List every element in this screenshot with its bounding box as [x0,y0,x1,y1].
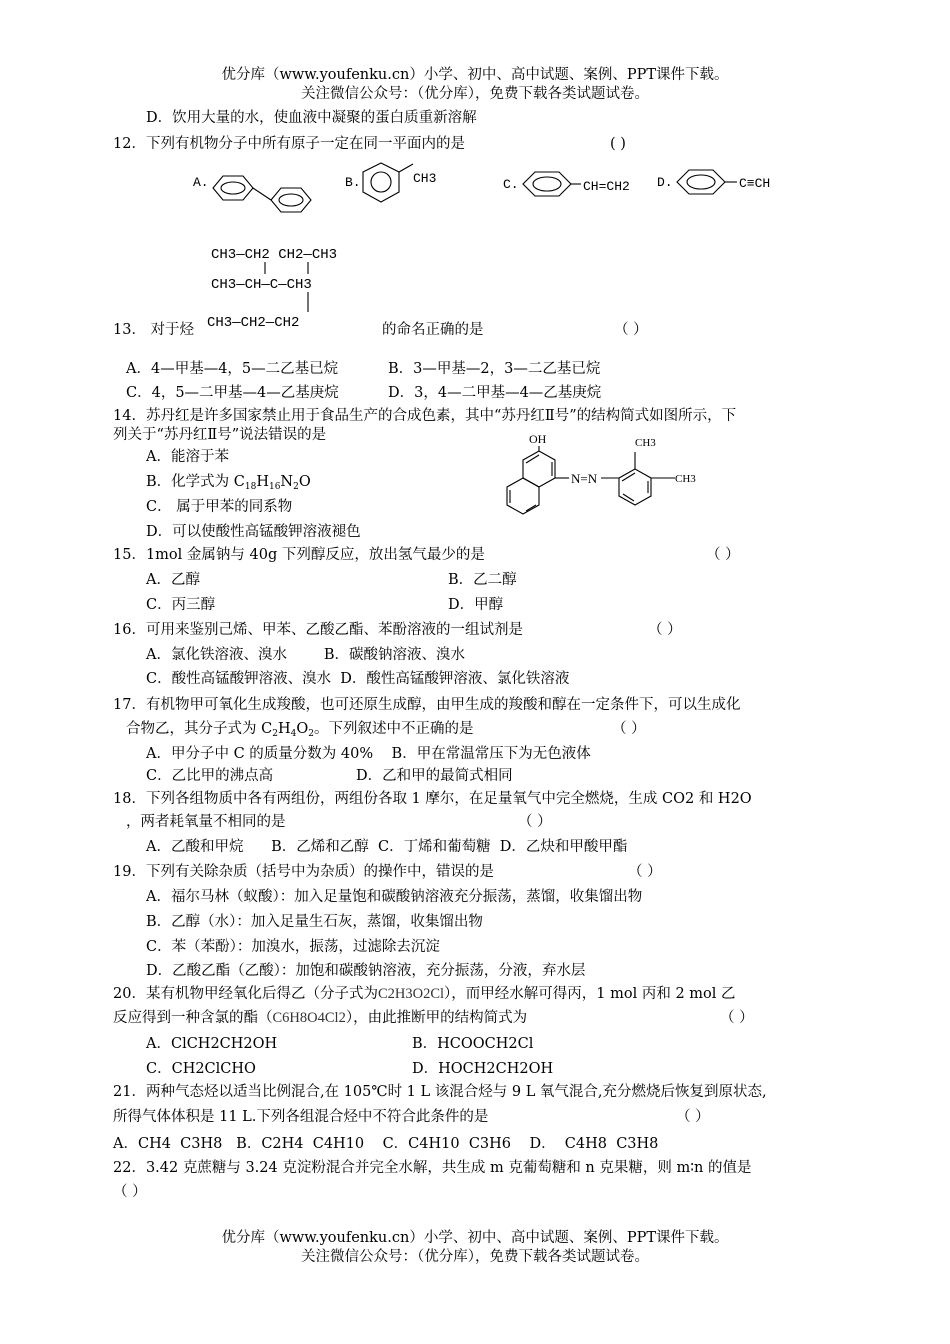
q18-stem-line2: ，两者耗氧量不相同的是 [126,814,286,830]
q21-options: A．CH4 C3H8 B．C2H4 C4H10 C．C4H10 C3H6 D． C4H8 C3H8 [113,1136,659,1152]
q21-answer-paren: （ ） [676,1109,710,1125]
q12-c-label: C. [503,177,519,192]
q20-answer-paren: （ ） [720,1010,754,1026]
q12-c-styrene [523,172,581,196]
q12-structures [185,160,805,220]
q14-stem-line1: 14．苏丹红是许多国家禁止用于食品生产的合成色素，其中“苏丹红Ⅱ号”的结构简式如图所示，下 [113,408,737,424]
q19-option-c: C．苯（苯酚）：加溴水，振荡，过滤除去沉淀 [146,939,440,955]
q17-stem-line1: 17．有机物甲可氧化生成羧酸，也可还原生成醇，由甲生成的羧酸和醇在一定条件下，可以生成化 [113,697,741,713]
q12-answer-paren: ( ) [610,136,626,152]
page-header-line2: 关注微信公众号：（优分库），免费下载各类试题试卷。 [301,86,649,102]
q14-oh: OH [529,432,547,446]
q13-option-b: B．3—甲基—2，3—二乙基已烷 [388,361,601,377]
q15-option-d: D．甲醇 [448,597,504,613]
q18-answer-paren: （ ） [518,814,552,830]
q14-option-b: B．化学式为 $C_{18}H_{16}N_2O$ [146,474,311,492]
q22-stem-line1: 22．3.42 克蔗糖与 3.24 克淀粉混合并完全水解，共生成 m 克葡萄糖和 n 克果糖，则 m∶n 的值是 [113,1160,752,1176]
q22-answer-paren: （ ） [113,1184,147,1200]
page-header-line1: 优分库（www.youfenku.cn）小学、初中、高中试题、案例、PPT课件下载。 [221,67,729,83]
page-footer-line2: 关注微信公众号：（优分库），免费下载各类试题试卷。 [301,1249,649,1265]
q19-answer-paren: （ ） [628,864,662,880]
q12-d-label: D. [657,175,673,190]
q14-xylene-ring [601,452,675,505]
q20-option-b: B．HCOOCH2Cl [412,1036,534,1052]
q13-row3: CH3—CH2—CH2 [207,315,300,331]
q20-stem-line2: 反应得到一种含氯的酯（C6H8O4Cl2），由此推断甲的结构简式为 [113,1010,528,1026]
q12-b-ch3: CH3 [413,171,437,186]
q12-stem: 12．下列有机物分子中所有原子一定在同一平面内的是 [113,136,465,152]
q14-stem-line2: 列关于“苏丹红Ⅱ号”说法错误的是 [113,427,327,443]
q20-option-c: C．CH2ClCHO [146,1061,256,1077]
q12-c-vinyl: CH=CH2 [583,179,630,194]
q19-option-b: B．乙醇（水）：加入足量生石灰，蒸馏，收集馏出物 [146,914,483,930]
q17-options-ab: A．甲分子中 C 的质量分数为 40% B．甲在常温常压下为无色液体 [146,746,591,762]
q17-answer-paren: （ ） [612,721,646,737]
q19-stem: 19．下列有关除杂质（括号中为杂质）的操作中，错误的是 [113,864,494,880]
q13-row2: CH3—CH—C—CH3 [211,277,312,293]
q15-option-b: B．乙二醇 [448,572,517,588]
q15-option-a: A．乙醇 [146,572,200,588]
q18-stem-line1: 18．下列各组物质中各有两组份，两组份各取 1 摩尔，在足量氧气中完全燃烧，生成 CO2 和 H2O [113,791,752,807]
q14-ch3-top: CH3 [635,437,656,449]
page-footer-line1: 优分库（www.youfenku.cn）小学、初中、高中试题、案例、PPT课件下载。 [221,1230,729,1246]
q16-options-ab: A．氯化铁溶液、溴水 B．碳酸钠溶液、溴水 [146,647,465,663]
q16-answer-paren: （ ） [648,622,682,638]
q20-option-a: A．ClCH2CH2OH [146,1036,278,1052]
q12-a-biphenyl [213,176,311,212]
q12-d-ethynyl: C≡CH [739,176,771,191]
q14-naphthalene [507,446,569,514]
q13-hydrocarbon-structure [205,238,385,334]
q11-option-d: D．饮用大量的水，使血液中凝聚的蛋白质重新溶解 [146,110,477,126]
q14-sudan-red-structure [495,430,755,538]
q15-option-c: C．丙三醇 [146,597,216,613]
q14-azo: N=N [571,471,598,486]
q19-option-a: A．福尔马林（蚁酸）：加入足量饱和碳酸钠溶液充分振荡，蒸馏，收集馏出物 [146,889,643,905]
q12-b-toluene [363,163,413,202]
q17-options-cd: C．乙比甲的沸点高 D．乙和甲的最简式相同 [146,768,513,784]
q13-option-d: D．3，4—二甲基—4—乙基庚烷 [388,385,602,401]
q12-b-label: B. [345,175,361,190]
q20-stem-line1: 20．某有机物甲经氧化后得乙（分子式为C2H3O2Cl），而甲经水解可得丙，1 mol 丙和 2 mol 乙 [113,986,736,1002]
q12-a-label: A. [193,175,209,190]
q20-formula-ester: C6H8O4Cl2 [272,1010,346,1026]
q13-answer-paren: （ ） [614,322,648,338]
q14-option-d: D．可以使酸性高锰酸钾溶液褪色 [146,524,361,540]
q15-answer-paren: （ ） [706,547,740,563]
q17-stem-line2: 合物乙，其分子式为 $C_2H_4O_2$。下列叙述中不正确的是 [126,721,474,739]
q14-ch3-right: CH3 [675,473,696,485]
q15-stem: 15．1mol 金属钠与 40g 下列醇反应，放出氢气最少的是 [113,547,485,563]
q21-stem-line2: 所得气体体积是 11 L.下列各组混合烃中不符合此条件的是 [113,1109,489,1125]
q13-stem-post: 的命名正确的是 [382,322,484,338]
q12-d-phenylacetylene [677,170,737,194]
q16-stem: 16．可用来鉴别己烯、甲苯、乙酸乙酯、苯酚溶液的一组试剂是 [113,622,523,638]
q14-option-c: C． 属于甲苯的同系物 [146,499,293,515]
q13-option-a: A．4—甲基—4，5—二乙基已烷 [126,361,339,377]
q16-options-cd: C．酸性高锰酸钾溶液、溴水 D．酸性高锰酸钾溶液、氯化铁溶液 [146,671,570,687]
q13-stem-pre: 13． 对于烃 [113,322,195,338]
q18-options: A．乙酸和甲烷 B．乙烯和乙醇 C．丁烯和葡萄糖 D．乙炔和甲酸甲酯 [146,839,628,855]
q14-option-a: A．能溶于苯 [146,449,229,465]
q13-option-c: C．4，5—二甲基—4—乙基庚烷 [126,385,339,401]
q13-row1: CH3—CH2 CH2—CH3 [211,247,338,263]
q19-option-d: D．乙酸乙酯（乙酸）：加饱和碳酸钠溶液，充分振荡，分液，弃水层 [146,963,586,979]
q21-stem-line1: 21．两种气态烃以适当比例混合,在 105℃时 1 L 该混合烃与 9 L 氧气混合,充分燃烧后恢复到原状态, [113,1084,767,1100]
q20-formula-yi: C2H3O2Cl [377,986,445,1002]
q20-option-d: D．HOCH2CH2OH [412,1061,554,1077]
